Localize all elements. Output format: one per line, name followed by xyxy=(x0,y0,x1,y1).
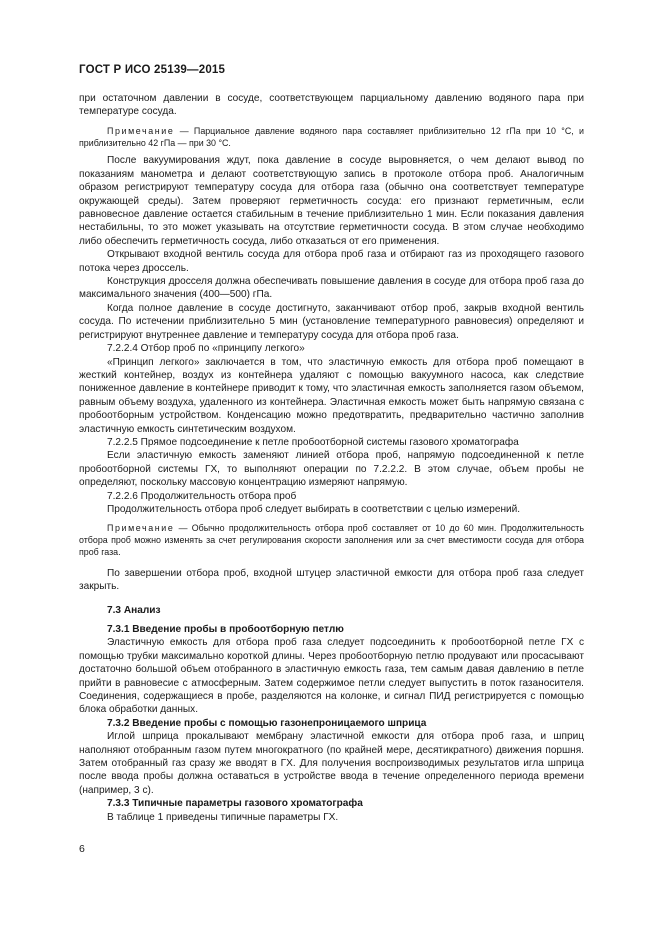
section-heading: 7.3 Анализ xyxy=(107,604,161,616)
paragraph: при остаточном давлении в сосуде, соответствующем парциальному давлению водяного пара при температуре сосуда. xyxy=(79,93,584,118)
paragraph: Эластичную емкость для отбора проб газа следует подсоединить к пробоотборной петле ГХ с помощью трубки максимально короткой длины. Через пробоотборную петлю продувают или просасывают достаточно большой объем отобранного в эластичную емкость газа, тем самым давая давлению в петле прийти в равновесие с атмосферным. Затем содержимое петли следует выпустить в поток газаносителя. Соединения, содержащиеся в пробе, разделяются на колонке, и сигнал ПИД регистрируется с помощью блока обработки данных. xyxy=(79,637,584,716)
paragraph: По завершении отбора проб, входной штуцер эластичной емкости для отбора проб газа следует закрыть. xyxy=(79,567,584,593)
paragraph: Когда полное давление в сосуде достигнуто, заканчивают отбор проб, закрыв входной вентиль сосуда. По истечении приблизительно 5 мин (установление температурного равновесия) определяют и регистрируют внутреннее давление и температуру сосуда для отбора проб газа. xyxy=(79,302,584,341)
section-heading: 7.3.1 Введение пробы в пробоотборную петлю xyxy=(107,623,344,635)
paragraph: После вакуумирования ждут, пока давление в сосуде выровняется, о чем делают вывод по показаниям манометра и делают соответствующую запись в протоколе отбора проб. Аналогичным образом регистрируют температуру сосуда для отбора газа (обычно она соответствует температуре окружающей среды). Затем проверяют герметичность сосуда: его признают герметичным, если равновесное давление остается стабильным в течение приблизительно 1 мин. Если показания давления нестабильны, то это может указывать на отсутствие герметичности сосуда. В этом случае необходимо либо обеспечить герметичность сосуда, либо отказаться от его применения. xyxy=(79,155,584,247)
note-label: Примечание xyxy=(107,125,175,136)
section-heading: 7.2.2.4 Отбор проб по «принципу легкого» xyxy=(107,343,305,355)
document-header: ГОСТ Р ИСО 25139—2015 xyxy=(79,64,226,76)
section-heading: 7.3.2 Введение пробы с помощью газонепроницаемого шприца xyxy=(107,717,427,729)
note-text: — Обычно продолжительность отбора проб составляет от 10 до 60 мин. Продолжительность отбора проб можно изменять за счет регулирования скорости заполнения или за счет вместимости сосуда для отбора проб газа. xyxy=(79,523,584,557)
section-heading: 7.2.2.6 Продолжительность отбора проб xyxy=(107,490,297,502)
section-heading: 7.2.2.5 Прямое подсоединение к петле пробоотборной системы газового хроматографа xyxy=(107,436,519,448)
paragraph: Если эластичную емкость заменяют линией отбора проб, напрямую подсоединенной к петле пробоотборной системы ГХ, то выполняют операции по 7.2.2.2. В этом случае, объем пробы не определяют, поскольку массовую концентрацию измеряют напрямую. xyxy=(79,450,584,489)
document-body xyxy=(79,92,584,824)
note-text: — Парциальное давление водяного пара составляет приблизительно 12 гПа при 10 °С, и приблизительно 42 гПа — при 30 °С. xyxy=(79,125,584,148)
section-heading: 7.3.3 Типичные параметры газового хроматографа xyxy=(107,798,363,810)
note xyxy=(79,126,584,150)
paragraph: «Принцип легкого» заключается в том, что эластичную емкость для отбора проб помещают в жесткий контейнер, воздух из контейнера удаляют с помощью вакуумного насоса, как следствие пониженное давление в контейнере приводит к тому, что эластичная емкость заполняется газом объемом, равным объему воздуха, удаленного из контейнера. Эластичная емкость может быть напрямую связана с пробоотборным устройством. Конденсацию можно предотвратить, предварительно частично заполнив эластичную емкость синтетическим воздухом. xyxy=(79,356,584,435)
paragraph: Иглой шприца прокалывают мембрану эластичной емкости для отбора проб газа, и шприц наполняют отобранным газом путем многократного (по крайней мере, десятикратного) движения поршня. Затем отобранный газ сразу же вводят в ГХ. Для получения воспроизводимых результатов игла шприца после ввода пробы должна оставаться в устройстве ввода в течение определенного периода времени (например, 3 с). xyxy=(79,731,584,796)
page-number: 6 xyxy=(79,843,85,855)
note-label: Примечание xyxy=(107,523,175,534)
paragraph: Открывают входной вентиль сосуда для отбора проб газа и отбирают газ из проходящего газового потока через дроссель. xyxy=(79,249,584,274)
paragraph: Конструкция дросселя должна обеспечивать повышение давления в сосуде для отбора проб газа до максимального значения (400—500) гПа. xyxy=(79,276,584,301)
note xyxy=(79,523,584,558)
paragraph: Продолжительность отбора проб следует выбирать в соответствии с целью измерений. xyxy=(107,503,521,515)
paragraph: В таблице 1 приведены типичные параметры ГХ. xyxy=(107,811,339,823)
